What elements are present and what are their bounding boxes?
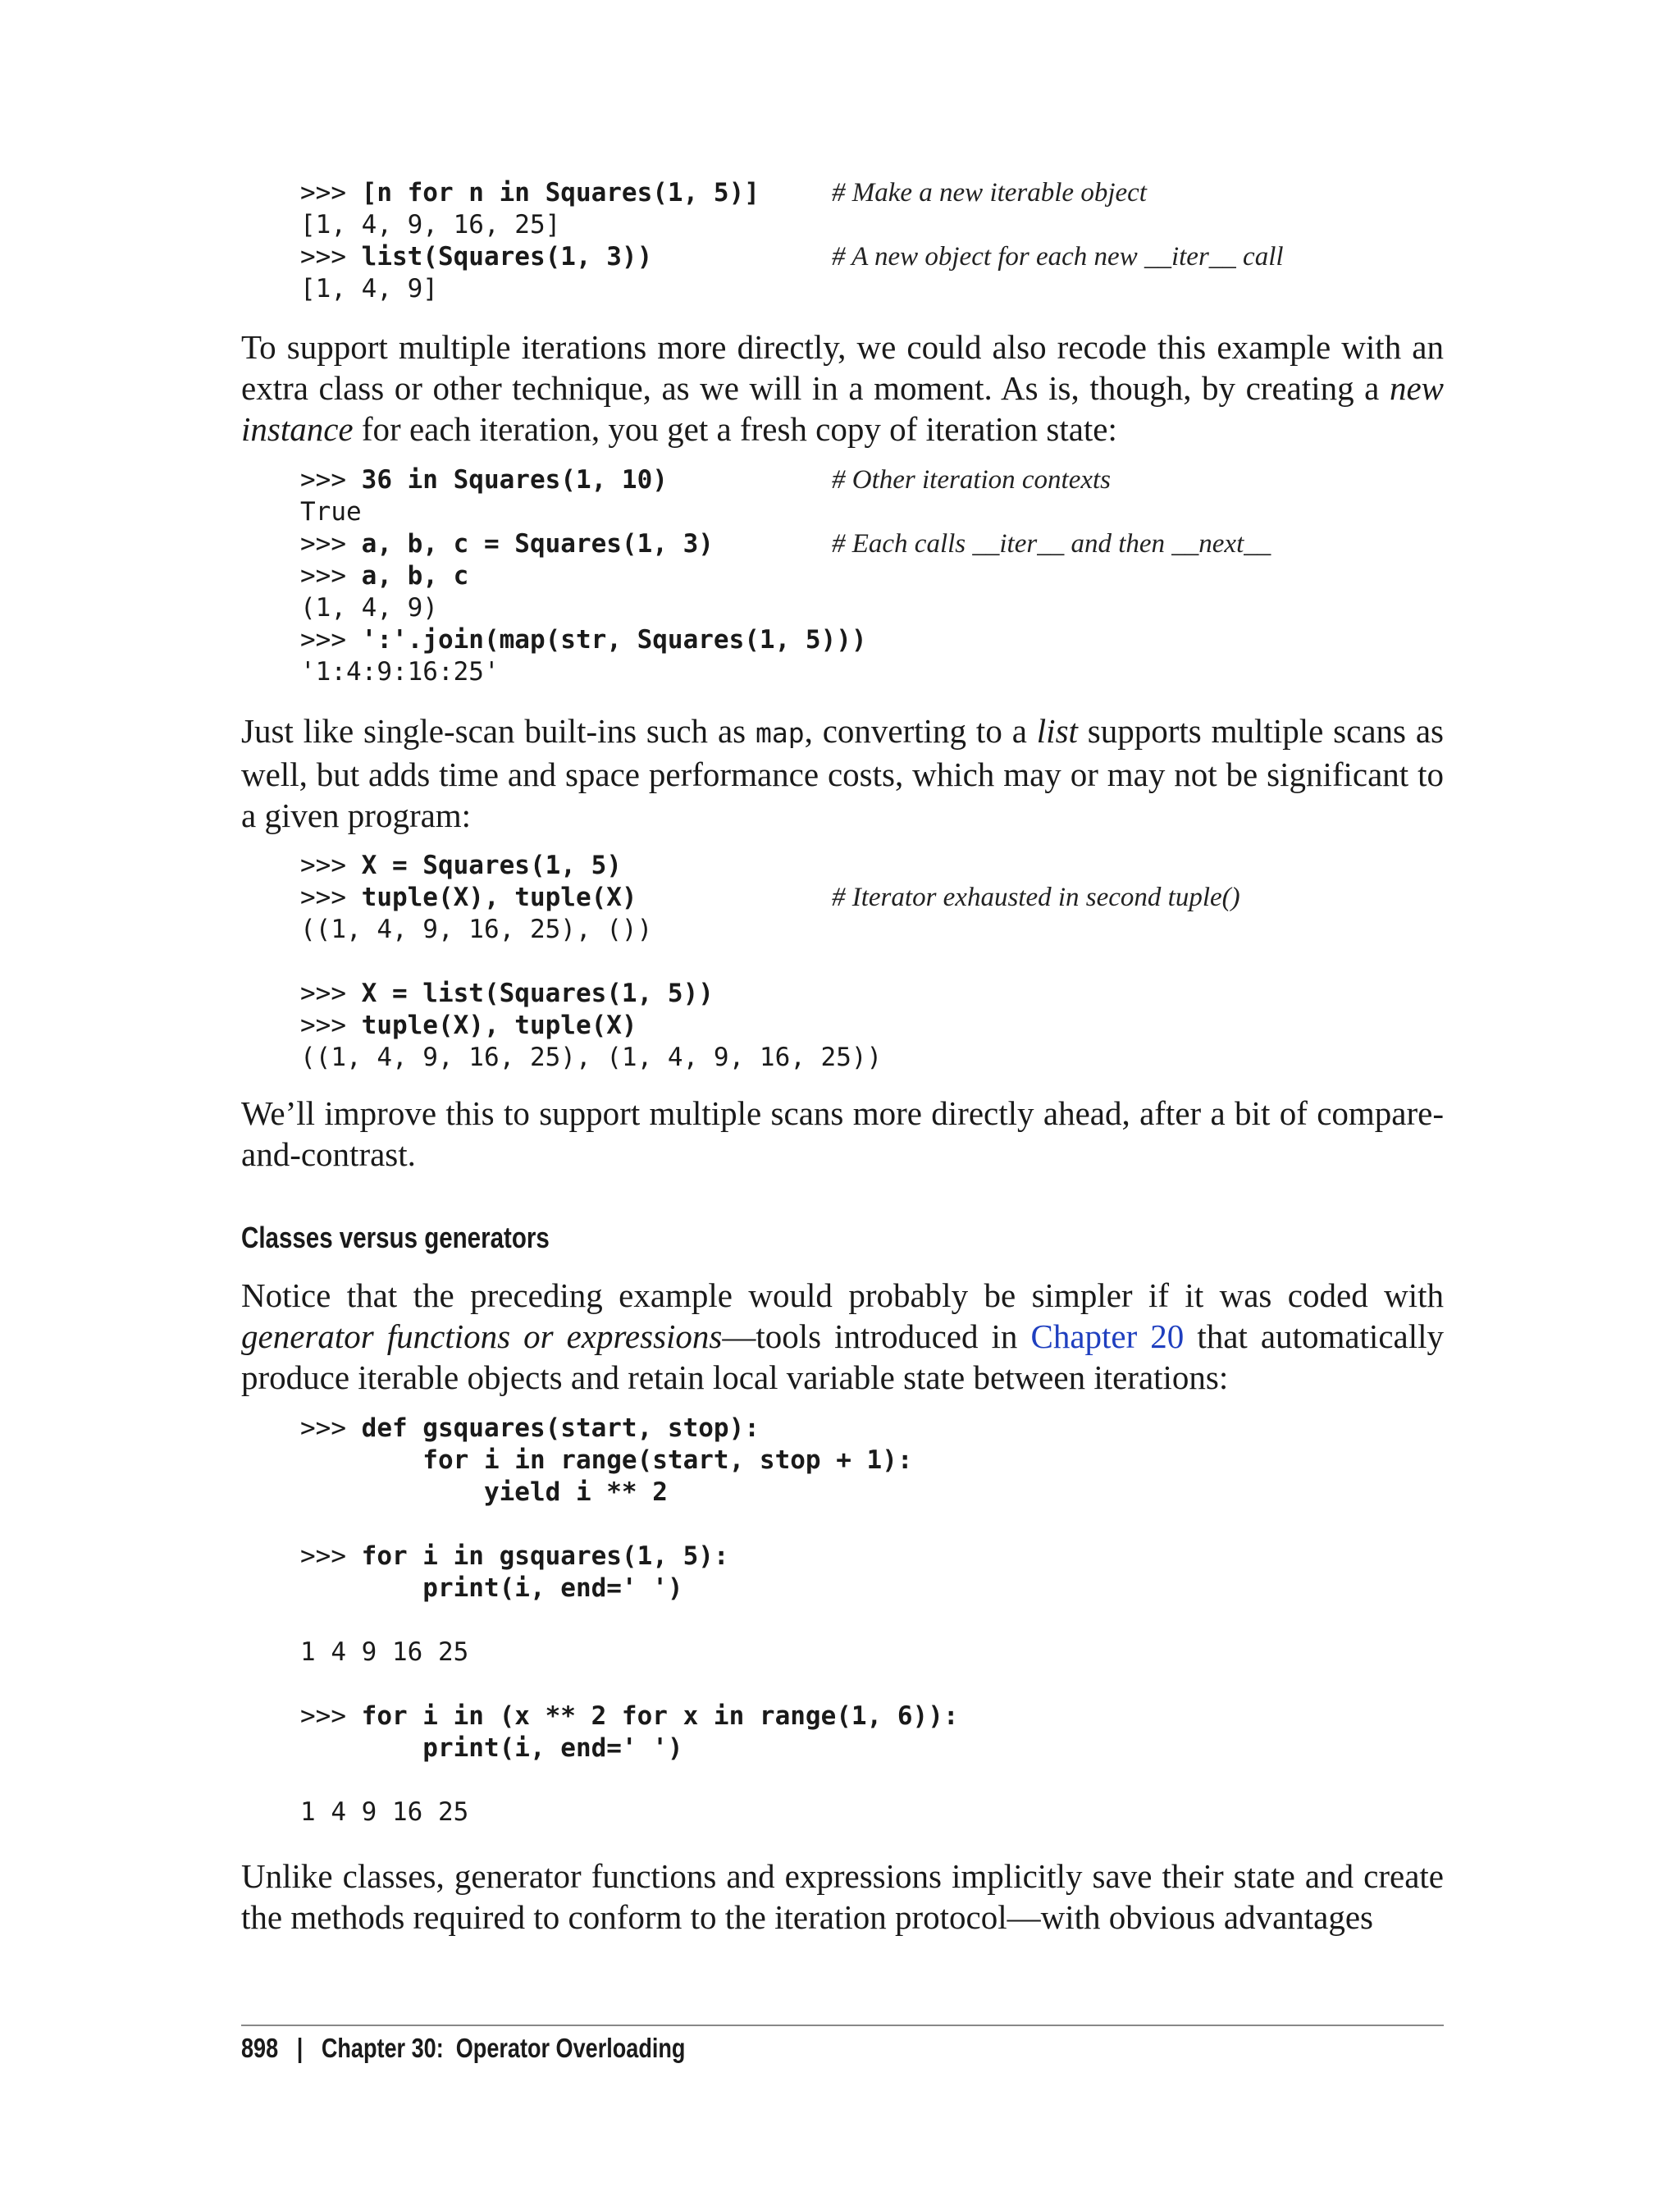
code-line — [300, 528, 1449, 560]
section-heading: Classes versus generators — [241, 1221, 550, 1254]
code-input: yield i ** 2 — [300, 1477, 668, 1507]
code-input: list(Squares(1, 3)) — [361, 242, 653, 272]
code-line — [300, 560, 1449, 592]
code-block-2 — [300, 464, 1449, 688]
code-line — [300, 1637, 1449, 1669]
code-prompt: >>> — [300, 1413, 362, 1443]
paragraph-1-text-a: To support multiple iterations more directly, we could also recode this example with an extra class or other technique, as we will in a moment. As is, though, by creating a — [241, 328, 1444, 407]
code-input: for i in range(start, stop + 1): — [300, 1445, 913, 1475]
code-line — [300, 1477, 1449, 1509]
code-block-1 — [300, 177, 1449, 305]
code-prompt: >>> — [300, 1011, 362, 1040]
code-input: print(i, end=' ') — [300, 1573, 683, 1603]
footer-rule — [241, 2025, 1444, 2026]
code-line — [300, 209, 1449, 241]
code-prompt: >>> — [300, 979, 362, 1008]
inline-code-map: map — [755, 717, 805, 749]
code-prompt: >>> — [300, 529, 362, 559]
code-output: True — [300, 497, 362, 527]
code-input: tuple(X), tuple(X) — [361, 1011, 637, 1040]
code-input: def gsquares(start, stop): — [361, 1413, 760, 1443]
code-output: 1 4 9 16 25 — [300, 1637, 469, 1667]
code-prompt: >>> — [300, 625, 362, 655]
code-line — [300, 1541, 1449, 1573]
code-line — [300, 1413, 1449, 1445]
paragraph-2-text-c: supports multiple scans as well, but adds time and space performance costs, which may or may not be significant to a given program: — [241, 712, 1445, 834]
code-input: for i in (x ** 2 for x in range(1, 6)): — [361, 1701, 959, 1731]
code-block-3 — [300, 850, 1449, 1074]
code-input: 36 in Squares(1, 10) — [361, 465, 668, 495]
code-prompt: >>> — [300, 178, 362, 208]
code-input: for i in gsquares(1, 5): — [361, 1541, 729, 1571]
code-output: '1:4:9:16:25' — [300, 657, 500, 687]
code-input: ':'.join(map(str, Squares(1, 5))) — [361, 625, 867, 655]
code-line — [300, 1573, 1449, 1605]
code-input: print(i, end=' ') — [300, 1733, 683, 1763]
code-line — [300, 946, 1449, 978]
code-line — [300, 177, 1449, 209]
code-output: [1, 4, 9] — [300, 274, 438, 304]
code-prompt: >>> — [300, 883, 362, 912]
code-line — [300, 656, 1449, 688]
code-input: [n for n in Squares(1, 5)] — [361, 178, 760, 208]
paragraph-4-text-a: Notice that the preceding example would probably be simpler if it was coded with — [241, 1276, 1444, 1314]
code-prompt: >>> — [300, 561, 362, 591]
code-line — [300, 978, 1449, 1010]
code-prompt: >>> — [300, 851, 362, 880]
paragraph-5: Unlike classes, generator functions and expressions implicitly save their state and create the methods required to conform to the iteration protocol—with obvious advantages — [241, 1857, 1444, 1936]
code-line — [300, 914, 1449, 946]
code-line — [300, 592, 1449, 624]
code-output: (1, 4, 9) — [300, 593, 438, 623]
paragraph-3: We’ll improve this to support multiple scans more directly ahead, after a bit of compare-and-contrast. — [241, 1094, 1444, 1173]
page-footer — [241, 2033, 685, 2064]
code-line — [300, 1732, 1449, 1764]
code-block-4 — [300, 1413, 1449, 1828]
code-line — [300, 1701, 1449, 1732]
code-prompt: >>> — [300, 1541, 362, 1571]
code-comment: # Other iteration contexts — [832, 465, 1112, 495]
code-line — [300, 1042, 1449, 1074]
code-output: ((1, 4, 9, 16, 25), (1, 4, 9, 16, 25)) — [300, 1043, 883, 1072]
code-line — [300, 464, 1449, 496]
paragraph-2-text-a: Just like single-scan built-ins such as — [241, 712, 756, 750]
code-input: a, b, c = Squares(1, 3) — [361, 529, 714, 559]
code-line — [300, 1669, 1449, 1701]
page-number: 898 — [241, 2033, 279, 2063]
paragraph-1 — [241, 326, 1444, 450]
code-line — [300, 273, 1449, 305]
paragraph-4-text-b: —tools introduced in — [722, 1317, 1031, 1355]
code-comment: # Iterator exhausted in second tuple() — [832, 883, 1240, 912]
paragraph-1-text-b: for each iteration, you get a fresh copy of iteration state: — [353, 410, 1117, 448]
paragraph-2 — [241, 710, 1444, 836]
code-input: tuple(X), tuple(X) — [361, 883, 637, 912]
code-prompt: >>> — [300, 465, 362, 495]
code-output: [1, 4, 9, 16, 25] — [300, 210, 561, 240]
code-prompt: >>> — [300, 242, 362, 272]
paragraph-1-emphasis: new instance — [241, 369, 1444, 448]
code-prompt: >>> — [300, 1701, 362, 1731]
chapter-title: Chapter 30: Operator Overloading — [321, 2033, 686, 2063]
code-comment: # Make a new iterable object — [832, 178, 1147, 208]
paragraph-4 — [241, 1275, 1444, 1398]
code-line — [300, 1605, 1449, 1637]
code-line — [300, 624, 1449, 656]
paragraph-2-emphasis: list — [1036, 712, 1078, 750]
code-comment: # Each calls __iter__ and then __next__ — [832, 529, 1271, 559]
code-line — [300, 1796, 1449, 1828]
chapter-20-link[interactable]: Chapter 20 — [1030, 1317, 1185, 1355]
code-output: ((1, 4, 9, 16, 25), ()) — [300, 915, 653, 944]
code-comment: # A new object for each new __iter__ call — [832, 242, 1284, 272]
code-input: X = Squares(1, 5) — [361, 851, 622, 880]
code-line — [300, 850, 1449, 882]
footer-separator: | — [296, 2033, 304, 2063]
code-line — [300, 1764, 1449, 1796]
code-line — [300, 1509, 1449, 1541]
paragraph-2-text-b: , converting to a — [804, 712, 1037, 750]
code-output: 1 4 9 16 25 — [300, 1797, 469, 1827]
code-line — [300, 241, 1449, 273]
code-input: a, b, c — [361, 561, 469, 591]
code-line — [300, 1445, 1449, 1477]
code-line — [300, 1010, 1449, 1042]
code-line — [300, 496, 1449, 528]
paragraph-4-text-c: that automatically produce iterable objects and retain local variable state between iterations: — [241, 1317, 1444, 1396]
code-line — [300, 882, 1449, 914]
code-input: X = list(Squares(1, 5)) — [361, 979, 714, 1008]
paragraph-4-emphasis: generator functions or expressions — [241, 1317, 723, 1355]
